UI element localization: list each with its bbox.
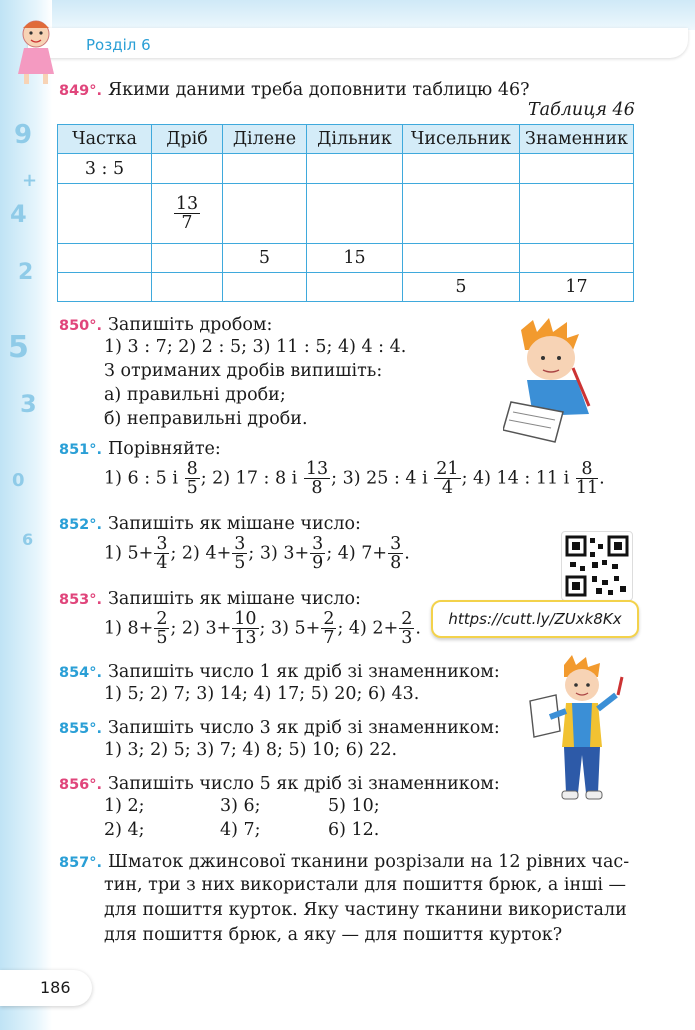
problem-text: Запишіть як мішане число: bbox=[108, 514, 361, 534]
top-decor-band bbox=[0, 0, 695, 30]
problem-857 bbox=[59, 850, 629, 875]
fraction: $\frac{2}{5}$ bbox=[156, 609, 168, 649]
column-header: Ділене bbox=[223, 125, 307, 154]
column-header: Частка bbox=[58, 125, 152, 154]
qr-code-icon bbox=[562, 532, 632, 600]
column-header: Дріб bbox=[152, 125, 223, 154]
problem-number: 850°. bbox=[59, 318, 103, 334]
fraction: $\frac{3}{8}$ bbox=[390, 534, 402, 574]
problem-item-a: а) правильні дроби; bbox=[104, 385, 286, 405]
fraction: $\frac{10}{13}$ bbox=[234, 609, 257, 649]
problem-subtext: З отриманих дробів випишіть: bbox=[104, 361, 383, 381]
problem-text-line: Шматок джинсової тканини розрізали на 12 рівних час- bbox=[108, 852, 630, 872]
problem-items: 1) 5+ $\frac{3}{4}$ ; 2) 4+ $\frac{3}{5}$ ; 3) 3+ $\frac{3}{9}$ ; 4) 7+ $\frac{3}{8}$ . bbox=[104, 534, 410, 574]
problem-number: 851°. bbox=[59, 442, 103, 458]
problem-856 bbox=[59, 772, 500, 797]
problem-items: 1) 6 : 5 і $\frac{8}{5}$ ; 2) 17 : 8 і $\frac{13}{8}$ ; 3) 25 : 4 і $\frac{21}{4}$ ; 4) 14 : 11 і $\frac{8}{11}$ . bbox=[104, 459, 605, 499]
boy-holding-paper-illustration bbox=[528, 655, 632, 805]
problem-item: 1) 2; bbox=[104, 796, 145, 816]
page-number: 186 bbox=[0, 970, 92, 1006]
problem-number: 849°. bbox=[59, 83, 103, 99]
problem-item: 6) 12. bbox=[328, 820, 380, 840]
fraction: $\frac{13}{8}$ bbox=[305, 459, 329, 499]
problem-items: 1) 8+ $\frac{2}{5}$ ; 2) 3+ $\frac{10}{13}$ ; 3) 5+ $\frac{2}{7}$ ; 4) 2+ $\frac{2}{3}$ . bbox=[104, 609, 421, 649]
problem-text: Запишіть як мішане число: bbox=[108, 589, 361, 609]
problem-number: 857°. bbox=[59, 855, 103, 871]
table-cell bbox=[152, 184, 223, 244]
problem-item: 4) 7; bbox=[220, 820, 261, 840]
problem-items: 1) 3 : 7; 2) 2 : 5; 3) 11 : 5; 4) 4 : 4. bbox=[104, 337, 407, 357]
problem-item: 2) 4; bbox=[104, 820, 145, 840]
section-title: Розділ 6 bbox=[86, 36, 151, 54]
problem-text-line: для пошиття курток. Яку частину тканини використали bbox=[104, 900, 627, 920]
left-decor-strip: 9 + 4 2 5 3 0 6 bbox=[0, 0, 52, 1030]
problem-items: 1) 3; 2) 5; 3) 7; 4) 8; 5) 10; 6) 22. bbox=[104, 740, 398, 760]
problem-849 bbox=[59, 78, 529, 103]
link-box[interactable]: https://cutt.ly/ZUxk8Kx bbox=[431, 600, 639, 638]
column-header: Дільник bbox=[307, 125, 403, 154]
table-header-row bbox=[58, 125, 634, 154]
column-header: Чисельник bbox=[403, 125, 520, 154]
table-caption: Таблиця 46 bbox=[528, 100, 635, 120]
column-header: Знаменник bbox=[520, 125, 634, 154]
problem-text: Запишіть число 3 як дріб зі знаменником: bbox=[108, 718, 500, 738]
problem-item-b: б) неправильні дроби. bbox=[104, 409, 308, 429]
table-row bbox=[58, 184, 634, 244]
problem-text: Якими даними треба доповнити таблицю 46? bbox=[108, 80, 530, 100]
fraction: $\frac{3}{9}$ bbox=[312, 534, 324, 574]
table-row bbox=[58, 273, 634, 302]
problem-854 bbox=[59, 660, 500, 685]
problem-text: Запишіть число 1 як дріб зі знаменником: bbox=[108, 662, 500, 682]
problem-850 bbox=[59, 313, 272, 338]
boy-writing-illustration bbox=[503, 318, 603, 443]
problem-text: Запишіть дробом: bbox=[108, 315, 273, 335]
problem-number: 853°. bbox=[59, 592, 103, 608]
problem-items: 1) 5; 2) 7; 3) 14; 4) 17; 5) 20; 6) 43. bbox=[104, 684, 420, 704]
fraction: $\frac{13}{7}$ bbox=[175, 193, 199, 233]
problem-item: 3) 6; bbox=[220, 796, 261, 816]
fraction: $\frac{2}{7}$ bbox=[323, 609, 335, 649]
fraction: $\frac{21}{4}$ bbox=[436, 459, 459, 499]
table-cell: 5 bbox=[403, 273, 520, 302]
fraction: $\frac{2}{3}$ bbox=[401, 609, 413, 649]
table-cell: 15 bbox=[307, 244, 403, 273]
girl-mascot-illustration bbox=[10, 14, 66, 86]
problem-number: 852°. bbox=[59, 517, 103, 533]
problem-855 bbox=[59, 716, 500, 741]
fraction: $\frac{8}{5}$ bbox=[186, 459, 198, 499]
problem-number: 856°. bbox=[59, 777, 103, 793]
fraction: $\frac{8}{11}$ bbox=[575, 459, 599, 499]
problem-number: 854°. bbox=[59, 665, 103, 681]
problem-text-line: тин, три з них використали для пошиття брюк, а інші — bbox=[104, 875, 627, 895]
table-row bbox=[58, 154, 634, 184]
fraction: $\frac{3}{4}$ bbox=[156, 534, 168, 574]
fraction: $\frac{3}{5}$ bbox=[234, 534, 246, 574]
problem-text-line: для пошиття брюк, а яку — для пошиття курток? bbox=[104, 925, 563, 945]
problem-853 bbox=[59, 587, 361, 612]
qr-code[interactable] bbox=[561, 531, 633, 601]
problem-number: 855°. bbox=[59, 721, 103, 737]
table-46 bbox=[57, 124, 634, 302]
problem-text: Запишіть число 5 як дріб зі знаменником: bbox=[108, 774, 500, 794]
table-cell: 17 bbox=[520, 273, 634, 302]
table-cell: 3 : 5 bbox=[58, 154, 152, 184]
table-row bbox=[58, 244, 634, 273]
problem-item: 5) 10; bbox=[328, 796, 380, 816]
problem-text: Порівняйте: bbox=[108, 439, 221, 459]
table-cell: 5 bbox=[223, 244, 307, 273]
